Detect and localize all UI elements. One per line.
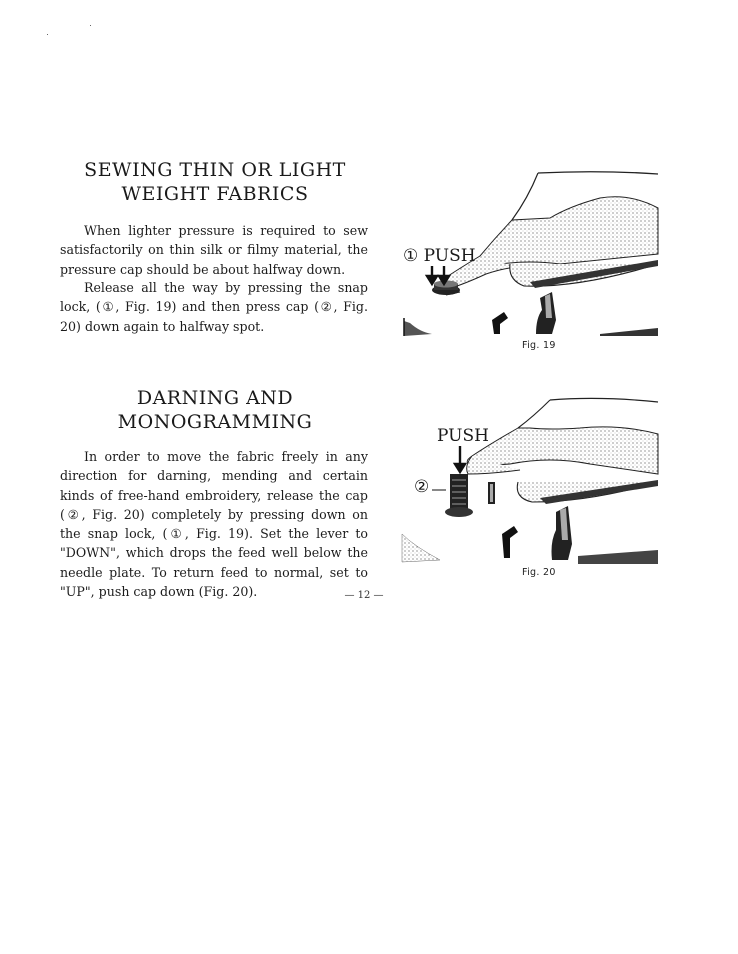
scan-speck [47, 34, 48, 35]
heading-line-1: DARNING AND [136, 387, 294, 409]
figure-20-illustration [400, 394, 662, 570]
hand-pressing-cap-drawing [400, 394, 662, 570]
figure-20-caption: Fig. 20 [522, 567, 556, 578]
heading-line-2: MONOGRAMMING [117, 411, 313, 433]
heading-line-1: SEWING THIN OR LIGHT [84, 159, 346, 181]
figure-20-callout-push: PUSH [437, 426, 489, 446]
paragraph-text: In order to move the fabric freely in any direction for darning, mending and certain kinds of free-hand embroidery, release the cap (②, Fig. 20) completely by pressing down on the snap lock, (①, Fig. 19). Set the lever to "DOWN", which drops the feed well below the needle plate. To return feed to normal, set to "UP", push cap down (Fig. 20). [60, 449, 368, 600]
paragraph-thin-fabrics-1 [60, 221, 368, 279]
paragraph-text: Release all the way by pressing the snap lock, (①, Fig. 19) and then press cap (②, Fig. 20) down again to halfway spot. [60, 280, 368, 334]
figure-20-callout-number: ② [414, 477, 430, 497]
figure-19-illustration [400, 168, 662, 340]
page-number: — 12 — [344, 590, 384, 601]
section-heading-darning [60, 386, 370, 434]
hand-pressing-snap-lock-drawing [400, 168, 662, 340]
section-heading-thin-fabrics [60, 158, 370, 206]
figure-19-callout: ① PUSH [403, 246, 476, 266]
paragraph-thin-fabrics-2 [60, 278, 368, 336]
paragraph-text: When lighter pressure is required to sew satisfactorily on thin silk or filmy material, the pressure cap should be about halfway down. [60, 223, 368, 277]
paragraph-darning [60, 447, 368, 601]
figure-19-caption: Fig. 19 [522, 340, 556, 351]
heading-line-2: WEIGHT FABRICS [121, 183, 309, 205]
scan-speck [90, 25, 91, 26]
